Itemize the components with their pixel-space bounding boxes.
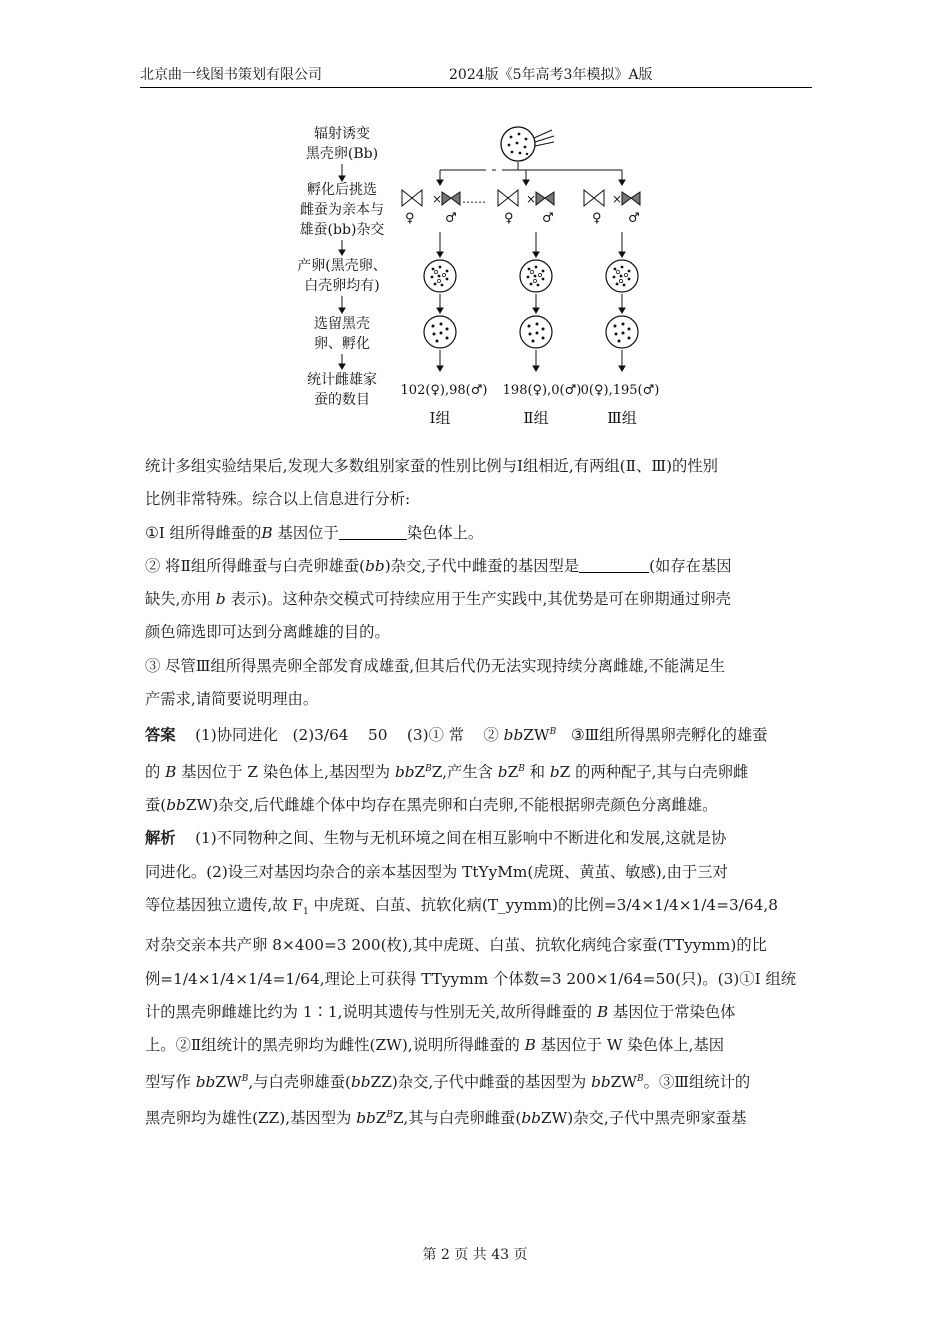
black-egg-batch-icon (424, 316, 638, 348)
group-2-label: Ⅱ组 (523, 409, 549, 427)
page-number: 第 2 页 共 43 页 (422, 1247, 528, 1263)
step-label: 雄蚕(bb)杂交 (299, 222, 385, 238)
step-label: 白壳卵均有) (304, 278, 380, 294)
step-label: 黑壳卵(Bb) (305, 146, 379, 162)
question-3: ③ 尽管Ⅲ组所得黑壳卵全部发育成雄蚕,但其后代仍无法实现持续分离雌雄,不能满足生 (145, 656, 726, 675)
answer-label: 答案 (145, 726, 176, 745)
group-3-label: Ⅲ组 (607, 409, 637, 427)
group-1-label: Ⅰ组 (429, 409, 451, 427)
svg-text:♂: ♂ (445, 211, 457, 226)
svg-text:♂: ♂ (628, 211, 640, 226)
ellipsis: …… (462, 192, 486, 206)
question-2: ② 将Ⅱ组所得雌蚕与白壳卵雄蚕(bb)杂交,子代中雌蚕的基因型是 (如存在基因 (145, 556, 732, 575)
svg-text:♀: ♀ (592, 211, 602, 226)
svg-text:♀: ♀ (504, 211, 514, 226)
experiment-flow-diagram (290, 118, 670, 438)
explanation-label: 解析 (145, 829, 176, 848)
intro-line: 比例非常特殊。综合以上信息进行分析: (145, 490, 411, 509)
group-1-count: 102(♀),98(♂) (400, 383, 488, 398)
intro-line: 统计多组实验结果后,发现大多数组别家蚕的性别比例与Ⅰ组相近,有两组(Ⅱ、Ⅲ)的性别 (145, 457, 718, 475)
step-label: 蚕的数目 (314, 392, 370, 408)
mixed-egg-batch-icon (424, 260, 638, 292)
group-2-count: 198(♀),0(♂) (502, 383, 582, 398)
answer-blank-1 (339, 523, 407, 540)
step-label: 统计雌雄家 (307, 372, 377, 388)
group-3-count: 0(♀),195(♂) (580, 383, 660, 398)
irradiated-egg-icon (501, 127, 554, 161)
header-publisher: 北京曲一线图书策划有限公司 (140, 67, 322, 83)
explanation-section: 解析 (1)不同物种之间、生物与无机环境之间在相互影响中不断进化和发展,这就是协 (145, 829, 727, 848)
step-label: 卵、孵化 (314, 336, 370, 352)
svg-text:♂: ♂ (542, 211, 554, 226)
svg-text:♀: ♀ (405, 211, 415, 226)
moth-pair-3 (584, 190, 640, 226)
step-label: 产卵(黑壳卵、 (297, 258, 387, 274)
header-edition: 2024版《5年高考3年模拟》A版 (449, 67, 653, 83)
moth-pair-2 (498, 190, 554, 226)
step-label: 选留黑壳 (314, 316, 370, 332)
svg-text:×: × (432, 192, 443, 206)
answer-blank-2 (579, 556, 649, 573)
header-rule (140, 87, 812, 88)
step-label: 辐射诱变 (314, 126, 370, 142)
question-body: 统计多组实验结果后,发现大多数组别家蚕的性别比例与Ⅰ组相近,有两组(Ⅱ、Ⅲ)的性别 比例非常特殊。综合以上信息进行分析: ①Ⅰ 组所得雌蚕的B 基因位于 染色体上。 ② 将Ⅱ组所得雌蚕与白壳卵雄蚕(bb)杂交,子代中雌蚕的基因型是 (如存在基因 缺失,亦用 b 表示)。这种杂交模式可持续应用于生产实践中,其优势是可在卵期通过卵壳 颜色筛选即可达到分离雌雄的目的。 ③ 尽管Ⅲ组所得黑壳卵全部发育成雄蚕,但其后代仍无法实现持续分离雌雄,不能满足生 产需求,请简要说明理由。 答案 (1)协同进化 (2)3/64 50 (3)① 常 ② bbZW$^B$ ③Ⅲ组所得黑卵壳孵化的雄蚕 的 B 基因位于 Z 染色体上,基因型为 bbZ$^B$Z,产生含 $bZ^B$ 和 bZ 的两种配子,其与白壳卵雌 蚕(bbZW)杂交,后代雌雄个体中均存在黑壳卵和白壳卵,不能根据卵壳颜色分离雌雄。 解析 (1)不同物种之间、生物与无机环境之间在相互影响中不断进化和发展,这就是协 同进化。(2)设三对基因均杂合的亲本基因型为 TtYyMm(虎斑、黄茧、敏感),由于三对 等位基因独立遗传,故 $F_1$ 中虎斑、白茧、抗软化病(T_yymm)的比例=3/4×1/4×1/4=3/64,8 对杂交亲本共产卵 8×400=3 200(枚),其中虎斑、白茧、抗软化病纯合家蚕(TTyymm)的比 例=1/4×1/4×1/4=1/64,理论上可获得 TTyymm 个体数=3 200×1/64=50(只)。(3)①Ⅰ 组统 计的黑壳卵雌雄比约为 1∶1,说明其遗传与性别无关,故所得雌蚕的 B 基因位于常染色体 上。②Ⅱ组统计的黑壳卵均为雌性(ZW),说明所得雌蚕的 B 基因位于 W 染色体上,基因 型写作 bbZW$^B$,与白壳卵雄蚕(bbZZ)杂交,子代中雌蚕的基因型为 bbZW$^B$。③Ⅲ组统计的 黑壳卵均为雄性(ZZ),基因型为 bbZ$^B$Z,其与白壳卵雌蚕(bbZW)杂交,子代中黑壳卵家蚕基 (145, 450, 812, 1135)
question-1: ①Ⅰ 组所得雌蚕的B 基因位于 染色体上。 (145, 523, 484, 542)
answer-section: 答案 (1)协同进化 (2)3/64 50 (3)① 常 ② bbZW$^B$ ③Ⅲ组所得黑卵壳孵化的雄蚕 (145, 726, 768, 745)
svg-text:×: × (526, 192, 537, 206)
step-label: 孵化后挑选 (307, 182, 377, 198)
moth-pair-1 (402, 190, 460, 226)
step-label: 雌蚕为亲本与 (300, 202, 384, 218)
svg-text:×: × (612, 192, 623, 206)
